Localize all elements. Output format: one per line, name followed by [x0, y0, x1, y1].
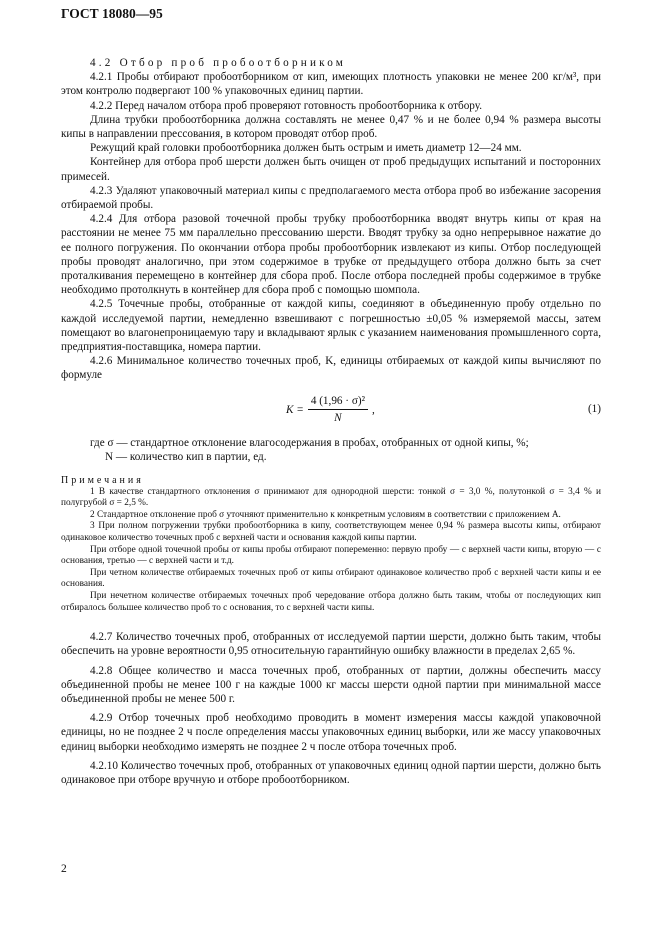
where-sigma: где σ — стандартное отклонение влагосодержания в пробах, отобранных от одной кипы, %;	[90, 436, 529, 449]
note-1: 1 В качестве стандартного отклонения σ принимают для однородной шерсти: тонкой σ = 3,0 %, полутонкой σ = 3,4 % и полугрубой σ = 2,5 %.	[61, 486, 601, 509]
formula-number: (1)	[587, 402, 601, 415]
formula-tail: ,	[371, 403, 375, 416]
notes-title: Примечания	[61, 475, 144, 487]
note-3-alternate: При отборе одной точечной пробы от кипы пробы отбирают попеременно: первую пробу — с верхней части кипы, вторую — с основания, третью — с верхней части и т.д.	[61, 544, 601, 567]
paragraph-container: Контейнер для отбора проб шерсти должен быть очищен от проб предыдущих испытаний и посторонних примесей.	[61, 156, 601, 183]
notes-block	[61, 475, 601, 614]
document-header: ГОСТ 18080—95	[61, 6, 163, 21]
paragraph-4-2-7: 4.2.7 Количество точечных проб, отобранных от исследуемой партии шерсти, должно быть таким, чтобы обеспечить на уровне вероятности 0,95 относительную гарантийную ошибку влажности в пределах 2,65 %.	[61, 631, 601, 658]
paragraph-4-2-10: 4.2.10 Количество точечных проб, отобранных от упаковочных единиц одной партии шерсти, должно быть одинаковое при отборе вручную и отборе пробоотборником.	[61, 759, 601, 787]
paragraph-cutting-edge: Режущий край головки пробоотборника должен быть острым и иметь диаметр 12—24 мм.	[90, 142, 522, 155]
note-2: 2 Стандартное отклонение проб σ уточняют применительно к конкретным условиям в соответствии с приложением А.	[90, 509, 561, 520]
paragraph-4-2-8: 4.2.8 Общее количество и масса точечных проб, отобранных от партии, должны обеспечить массу объединенной пробы не менее 100 г на каждые 1000 кг массы шерсти одной партии при минимальной массе объединенной пробы не менее 500 г.	[61, 664, 601, 706]
paragraph-4-2-6: 4.2.6 Минимальное количество точечных проб, K, единицы отбираемых от каждой кипы вычисляют по формуле	[61, 355, 601, 382]
note-3: 3 При полном погружении трубки пробоотборника в кипу, соответствующем менее 0,94 % размера высоты кипы, отбирают одинаковое количество точечных проб с верхней части и основания каждой кипы партии.	[61, 521, 601, 544]
formula-denominator: N	[334, 412, 342, 425]
paragraph-4-2-4: 4.2.4 Для отбора разовой точечной пробы трубку пробоотборника вводят внутрь кипы от края на расстоянии не менее 75 мм параллельно прессованию шерсти. Вводят трубку за одно непрерывное нажатие до ее полного погружения. По окончании отбора пробы пробоотборник извлекают из кипы. Отбор последующей пробы проводят аналогично, при этом содержимое в трубке от предыдущего отбора должно быть за счет проталкивания перемещено в контейнер для сбора проб. После отбора последней пробы содержимое в трубке необходимо протолкнуть в контейнер для сбора проб с помощью шомпола.	[61, 213, 601, 297]
paragraph-tube-length: Длина трубки пробоотборника должна составлять не менее 0,47 % и не более 0,94 % размера высоты кипы в направлении прессования, в котором проводят отбор проб.	[61, 113, 601, 141]
note-3-even: При четном количестве отбираемых точечных проб от кипы отбирают одинаковое количество проб с верхней части кипы и ее основания.	[61, 567, 601, 590]
formula-fraction	[308, 394, 368, 425]
page-number: 2	[61, 863, 67, 875]
formula-1	[61, 386, 601, 434]
where-n: N — количество кип в партии, ед.	[105, 450, 267, 463]
note-3-odd: При нечетном количестве отбираемых точечных проб чередование отбора должно быть таким, чтобы от последующих кип отбиралось большее количество проб то с основания, то с верхней части кипы.	[61, 591, 601, 613]
section-title: 4.2 Отбор проб пробоотборником	[90, 57, 347, 69]
paragraph-4-2-9: 4.2.9 Отбор точечных проб необходимо проводить в момент измерения массы каждой упаковочной единицы, но не позднее 2 ч после определения массы упаковочных единиц выборки, или же массу упаковочных единиц выборки необходимо измерять не позднее 2 ч после отбора точечных проб.	[61, 712, 601, 753]
formula-lhs: K =	[286, 403, 304, 416]
paragraph-4-2-1: 4.2.1 Пробы отбирают пробоотборником от кип, имеющих плотность упаковки не менее 200 кг/м³, при этом контролю подвергают 100 % упаковочных единиц партии.	[61, 71, 601, 98]
document-body	[61, 56, 601, 787]
paragraph-4-2-5: 4.2.5 Точечные пробы, отобранные от каждой кипы, соединяют в объединенную пробу отдельно по каждой исследуемой партии, немедленно взвешивают с погрешностью ±0,05 % измеряемой массы, затем помещают во влагонепроницаемую тару и вкладывают ярлык с указанием наименования промышленного сорта, предприятия-поставщика, номера партии.	[61, 298, 601, 354]
formula-numerator: 4 (1,96 · σ)²	[308, 394, 368, 410]
paragraph-4-2-2: 4.2.2 Перед началом отбора проб проверяют готовность пробоотборника к отбору.	[90, 99, 483, 112]
paragraph-4-2-3: 4.2.3 Удаляют упаковочный материал кипы с предполагаемого места отбора проб во избежание засорения отбираемой пробы.	[61, 184, 601, 212]
